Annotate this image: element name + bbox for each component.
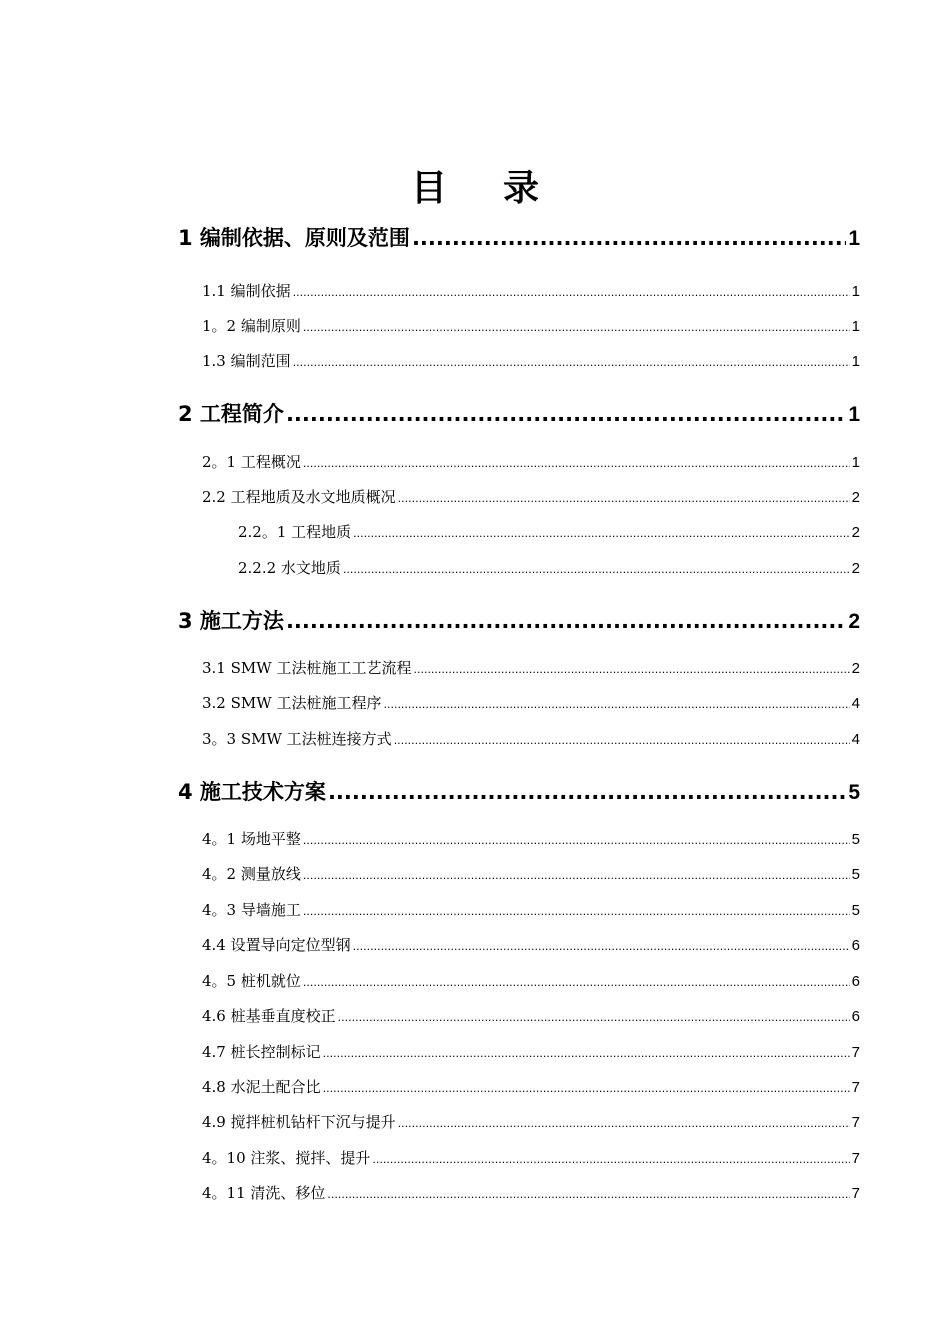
toc-entry-label: 3 施工方法 [178,609,284,633]
toc-entry-label: 4。3 导墙施工 [202,901,301,919]
toc-leader-dots [413,663,849,676]
toc-entry-page-number: 1 [851,318,860,335]
toc-entry-label: 4.9 搅拌桩机钻杆下沉与提升 [202,1113,396,1131]
toc-entry-page-number: 5 [851,831,860,848]
toc-entry-page-number: 6 [851,937,860,954]
toc-entry-page-number: 5 [848,781,860,804]
toc-leader-dots [293,286,850,299]
toc-entry[interactable] [202,1005,860,1026]
toc-entry-label: 4。5 桩机就位 [202,972,301,990]
toc-entry[interactable] [202,1041,860,1062]
toc-entry-label: 1。2 编制原则 [202,317,301,335]
toc-entry-label: 1.1 编制依据 [202,282,291,300]
toc-entry-page-number: 6 [851,973,860,990]
toc-entry[interactable] [178,776,860,806]
toc-entry[interactable] [202,692,860,713]
toc-entry[interactable] [202,970,860,991]
toc-entry-page-number: 2 [851,489,860,506]
toc-entry-page-number: 4 [851,731,860,748]
toc-entry-page-number: 7 [851,1079,860,1096]
toc-entry[interactable] [202,1182,860,1203]
toc-entry[interactable] [202,1076,860,1097]
toc-entry-label: 3.2 SMW 工法桩施工程序 [202,694,382,712]
toc-entry-label: 4。10 注浆、搅拌、提升 [202,1149,371,1167]
toc-entry-page-number: 1 [848,403,860,426]
toc-entry-label: 4。2 测量放线 [202,865,301,883]
toc-entry[interactable] [202,315,860,336]
toc-leader-dots [394,734,850,747]
toc-entry-label: 4。11 清洗、移位 [202,1184,326,1202]
toc-entry[interactable] [202,934,860,955]
toc-entry[interactable] [202,899,860,920]
toc-leader-dots [303,976,850,989]
toc-entry-page-number: 2 [848,610,860,633]
toc-entry-label: 2。1 工程概况 [202,453,301,471]
toc-entry-label: 2 工程简介 [178,402,284,426]
toc-entry-label: 4.6 桩基垂直度校正 [202,1007,336,1025]
toc-entry-page-number: 7 [851,1150,860,1167]
toc-leader-dots [303,869,850,882]
toc-leader-dots [398,1117,850,1130]
toc-entry-label: 2.2。1 工程地质 [238,523,352,541]
toc-entry[interactable] [202,1147,860,1168]
toc-entry-label: 2.2.2 水文地质 [238,559,341,577]
toc-entry-label: 2.2 工程地质及水文地质概况 [202,488,396,506]
toc-entry-page-number: 7 [851,1114,860,1131]
toc-leader-dots [383,698,849,711]
toc-leader-dots [412,226,846,250]
toc-entry-page-number: 2 [851,660,860,677]
toc-leader-dots [303,834,850,847]
toc-entry-label: 4。1 场地平整 [202,830,301,848]
toc-entry-page-number: 7 [851,1185,860,1202]
toc-entry-page-number: 5 [851,902,860,919]
toc-entry[interactable] [202,280,860,301]
toc-entry-page-number: 5 [851,866,860,883]
toc-entry-label: 3.1 SMW 工法桩施工工艺流程 [202,659,412,677]
toc-entry-page-number: 6 [851,1008,860,1025]
title-char-2: 录 [503,167,540,209]
toc-entry-label: 4.7 桩长控制标记 [202,1043,321,1061]
toc-leader-dots [353,940,850,953]
toc-entry-page-number: 1 [851,353,860,370]
toc-entry-page-number: 2 [851,524,860,541]
toc-leader-dots [338,1011,850,1024]
title-char-1: 目 [410,167,447,209]
toc-entry-page-number: 4 [851,695,860,712]
toc-entry[interactable] [202,863,860,884]
toc-entry[interactable] [202,451,860,472]
toc-entry[interactable] [238,557,860,578]
toc-entry[interactable] [178,398,860,428]
toc-entry-page-number: 1 [851,454,860,471]
toc-entry-label: 1.3 编制范围 [202,352,291,370]
toc-entry-label: 4.4 设置导向定位型钢 [202,936,351,954]
toc-leader-dots [372,1153,849,1166]
toc-entry-page-number: 1 [848,227,860,250]
toc-entry-page-number: 2 [851,560,860,577]
toc-leader-dots [323,1082,850,1095]
toc-leader-dots [327,1188,849,1201]
toc-leader-dots [328,780,846,804]
toc-leader-dots [303,457,850,470]
toc-entry[interactable] [178,605,860,635]
toc-leader-dots [303,321,850,334]
toc-leader-dots [293,356,850,369]
toc-entry[interactable] [178,222,860,252]
toc-leader-dots [323,1047,850,1060]
toc-leader-dots [343,563,850,576]
toc-leader-dots [398,492,850,505]
toc-entry[interactable] [202,1111,860,1132]
toc-entry-label: 4 施工技术方案 [178,780,326,804]
toc-entry[interactable] [202,486,860,507]
toc-entry-page-number: 7 [851,1044,860,1061]
toc-entry[interactable] [202,657,860,678]
toc-leader-dots [303,905,850,918]
toc-entry[interactable] [202,728,860,749]
toc-entry-label: 3。3 SMW 工法桩连接方式 [202,730,392,748]
toc-entry-label: 4.8 水泥土配合比 [202,1078,321,1096]
toc-leader-dots [353,527,849,540]
page-title [0,160,950,211]
toc-entry[interactable] [202,350,860,371]
toc-entry[interactable] [202,828,860,849]
toc-entry[interactable] [238,521,860,542]
toc-entry-page-number: 1 [851,283,860,300]
toc-entry-label: 1 编制依据、原则及范围 [178,226,410,250]
toc-leader-dots [286,609,846,633]
toc-leader-dots [286,402,846,426]
